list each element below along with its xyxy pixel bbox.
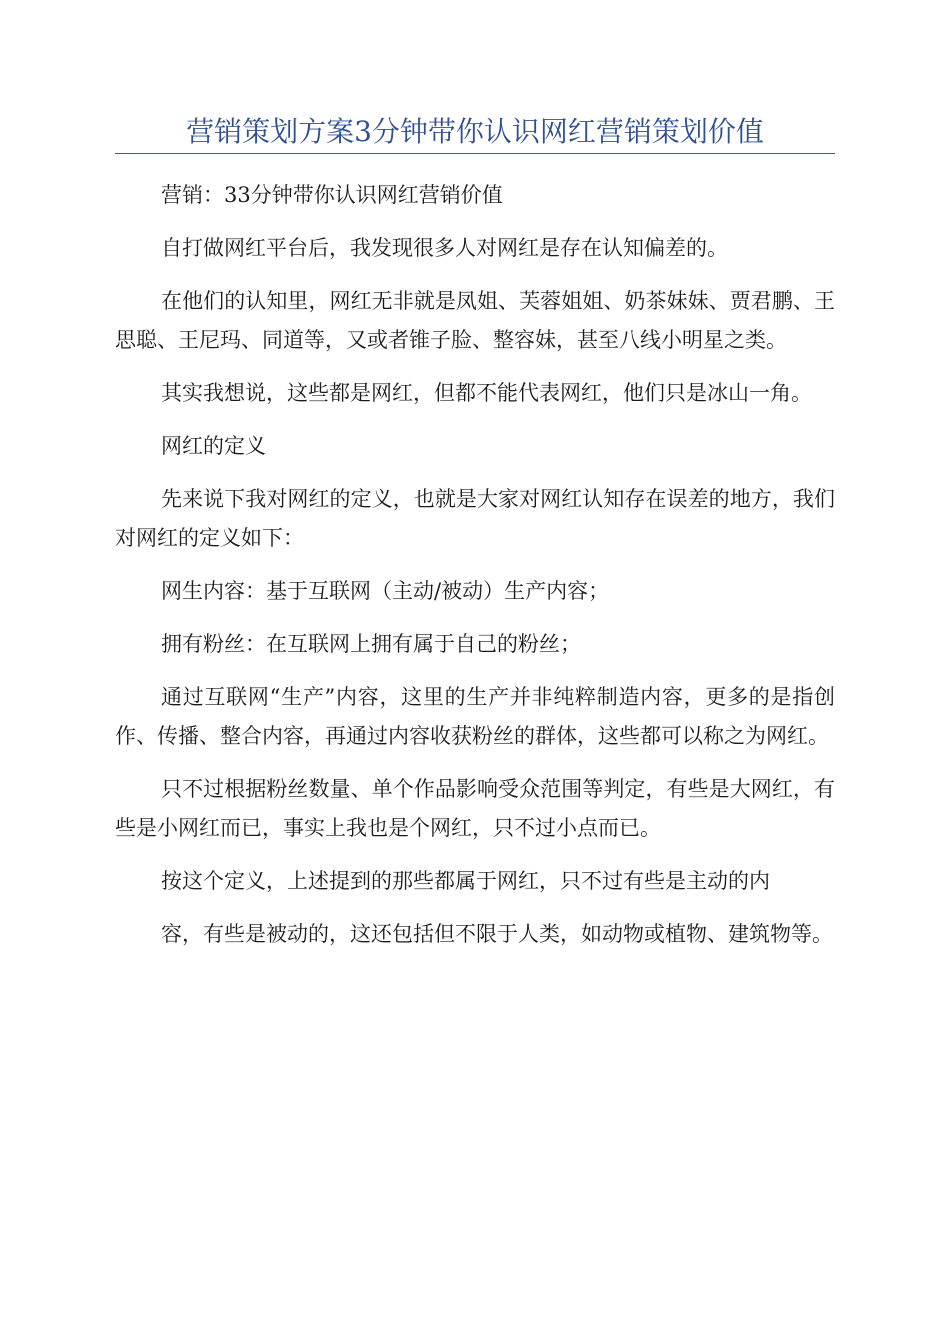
paragraph: 按这个定义，上述提到的那些都属于网红，只不过有些是主动的内 xyxy=(161,869,770,893)
paragraph: 拥有粉丝：在互联网上拥有属于自己的粉丝； xyxy=(161,632,581,656)
document-title: 营销策划方案3分钟带你认识网红营销策划价值 xyxy=(186,115,764,148)
document-body xyxy=(115,176,835,968)
paragraph: 自打做网红平台后，我发现很多人对网红是存在认知偏差的。 xyxy=(161,236,728,260)
title-underline xyxy=(115,153,835,154)
paragraph: 网生内容：基于互联网（主动/被动）生产内容； xyxy=(161,579,610,603)
paragraph: 通过互联网“生产”内容，这里的生产并非纯粹制造内容，更多的是指创作、传播、整合内容，再通过内容收获粉丝的群体，这些都可以称之为网红。 xyxy=(115,685,835,748)
paragraph: 先来说下我对网红的定义，也就是大家对网红认知存在误差的地方，我们对网红的定义如下： xyxy=(115,487,835,550)
section-heading: 网红的定义 xyxy=(161,434,266,458)
paragraph: 只不过根据粉丝数量、单个作品影响受众范围等判定，有些是大网红，有些是小网红而已，事实上我也是个网红，只不过小点而已。 xyxy=(115,777,835,840)
paragraph: 营销：33分钟带你认识网红营销价值 xyxy=(161,183,503,207)
paragraph: 容，有些是被动的，这还包括但不限于人类，如动物或植物、建筑物等。 xyxy=(161,922,833,946)
paragraph: 其实我想说，这些都是网红，但都不能代表网红，他们只是冰山一角。 xyxy=(161,381,812,405)
paragraph: 在他们的认知里，网红无非就是凤姐、芙蓉姐姐、奶茶妹妹、贾君鹏、王思聪、王尼玛、同道等，又或者锥子脸、整容妹，甚至八线小明星之类。 xyxy=(115,289,835,352)
